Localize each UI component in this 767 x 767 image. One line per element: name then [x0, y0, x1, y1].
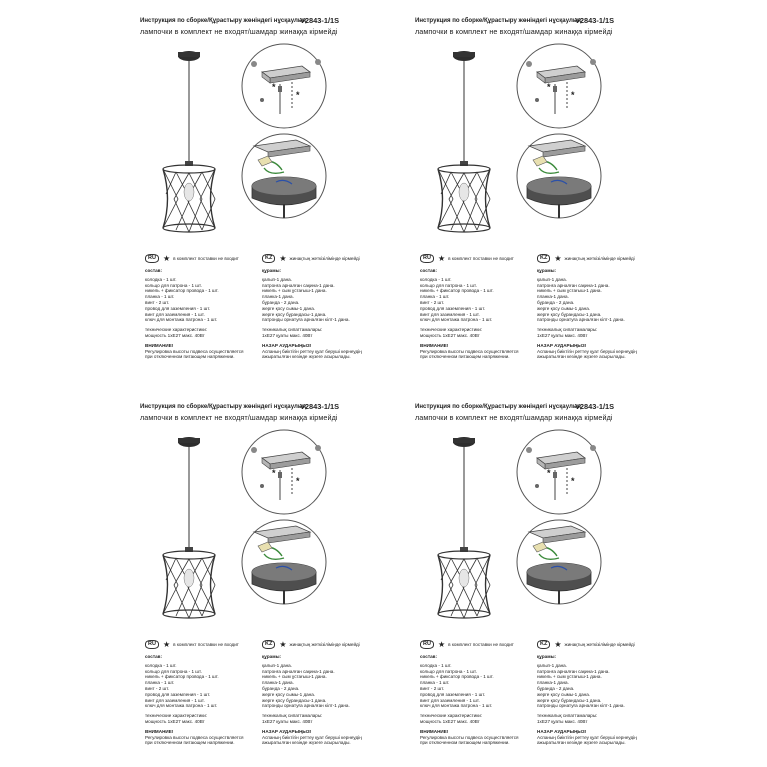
star-icon: ★ [437, 639, 446, 649]
kz-specs-title: техникалық сипаттамалары: [537, 327, 598, 333]
panel-title: Инструкция по сборке/Құрастыру жөніндегі нұсқаулық [415, 403, 582, 410]
kz-contents [262, 654, 402, 746]
ru-specs-title: технические характеристики: [145, 327, 208, 333]
panel-title: Инструкция по сборке/Құрастыру жөніндегі нұсқаулық [140, 403, 307, 410]
ru-heading: состав: [420, 268, 438, 273]
ru-note [145, 254, 239, 263]
star-icon: ★ [437, 253, 446, 263]
star-icon: ★ [279, 639, 287, 649]
ru-specs-title: технические характеристики: [145, 713, 208, 719]
kz-badge: KZ [262, 254, 275, 263]
list-item: ключ для монтажа патрона - 1 шт. [420, 317, 493, 323]
ru-note [145, 640, 239, 649]
panel-subtitle: лампочки в комплект не входят/шамдар жинаққа кірмейді [140, 413, 338, 422]
pendant-lamp-illustration [427, 430, 497, 620]
list-item: бұранда - 2 дана. [537, 685, 575, 691]
list-item: кольцо для патрона - 1 шт. [145, 282, 202, 288]
kz-note [262, 640, 360, 649]
list-item: патронға арналған сақина-1 дана. [537, 282, 610, 288]
ru-warning-title: ВНИМАНИЕ! [420, 728, 449, 734]
kz-note-text: жинақтың жеткізілімінде кірмейді [289, 642, 360, 647]
ru-specs-value: мощность 1xE27 макс. 40Вт [420, 718, 480, 724]
ru-specs-value: мощность 1xE27 макс. 40Вт [145, 718, 205, 724]
star-icon: ★ [554, 639, 562, 649]
ru-badge: RU [145, 254, 159, 263]
list-item: қалып-1 дана. [262, 662, 292, 668]
ru-note [420, 640, 514, 649]
ru-heading: состав: [145, 654, 163, 659]
marker-asterisk: * [272, 82, 276, 92]
ru-note-text: в комплект поставки не входит [448, 642, 514, 647]
list-item: винт для заземления - 1 шт. [420, 311, 480, 317]
ru-warning-title: ВНИМАНИЕ! [145, 728, 174, 734]
kz-specs-value: 1xE27 қуаты макс. 40Вт [537, 718, 588, 724]
panel-title: Инструкция по сборке/Құрастыру жөніндегі нұсқаулық [415, 17, 582, 24]
bracket-detail-illustration [515, 42, 603, 130]
instruction-panel [415, 400, 685, 745]
kz-contents [537, 654, 677, 746]
list-item: ключ для монтажа патрона - 1 шт. [145, 317, 218, 323]
marker-asterisk: * [547, 82, 551, 92]
list-item: бұранда - 2 дана. [262, 685, 300, 691]
list-item: жерге қосу бұрандасы-1 дана. [537, 311, 602, 317]
kz-warning-title: НАЗАР АУДАРЫҢЫЗ! [537, 342, 587, 348]
ru-warning-line: Регулировка высоты подвеса осуществляется [420, 348, 519, 354]
list-item: планка - 1 шт. [145, 294, 175, 300]
pendant-lamp-illustration [427, 44, 497, 234]
model-number: V2843-1/1S [575, 16, 615, 25]
ru-warning-line: Регулировка высоты подвеса осуществляется [420, 734, 519, 740]
kz-warning-line: ажыратылған кезінде жүзеге асырылады. [262, 354, 351, 360]
list-item: винт - 2 шт. [420, 685, 445, 691]
pendant-lamp-illustration [152, 44, 222, 234]
ru-note [420, 254, 514, 263]
ru-specs-title: технические характеристики: [420, 713, 483, 719]
bracket-detail-illustration [240, 42, 328, 130]
list-item: колодка - 1 шт. [145, 662, 177, 668]
ru-note-text: в комплект поставки не входит [448, 256, 514, 261]
model-number: V2843-1/1S [300, 16, 340, 25]
kz-note [262, 254, 360, 263]
list-item: планка - 1 шт. [145, 680, 175, 686]
ru-badge: RU [420, 254, 434, 263]
ru-heading: состав: [145, 268, 163, 273]
list-item: планка-1 дана. [537, 294, 569, 300]
panel-subtitle: лампочки в комплект не входят/шамдар жинаққа кірмейді [140, 27, 338, 36]
list-item: никель + фиксатор провода - 1 шт. [420, 288, 494, 294]
list-item: никель + сым ұстағыш-1 дана. [537, 288, 602, 294]
panel-subtitle: лампочки в комплект не входят/шамдар жинаққа кірмейді [415, 413, 613, 422]
ru-warning-line: при отключенном питающем напряжении. [420, 740, 510, 746]
star-icon: ★ [162, 253, 171, 263]
star-icon: ★ [162, 639, 171, 649]
list-item: патронды орнатуға арналған кілт-1 дана. [262, 703, 350, 709]
marker-asterisk: * [547, 468, 551, 478]
list-item: планка - 1 шт. [420, 680, 450, 686]
kz-warning-line: ажыратылған кезінде жүзеге асырылады. [537, 740, 626, 746]
list-item: кольцо для патрона - 1 шт. [420, 282, 477, 288]
marker-asterisk: * [571, 90, 575, 100]
instruction-panel [140, 14, 410, 359]
list-item: патронды орнатуға арналған кілт-1 дана. [262, 317, 350, 323]
kz-warning-line: ажыратылған кезінде жүзеге асырылады. [537, 354, 626, 360]
panel-subtitle: лампочки в комплект не входят/шамдар жинаққа кірмейді [415, 27, 613, 36]
kz-heading: құрамы: [262, 268, 282, 273]
pendant-lamp-illustration [152, 430, 222, 620]
kz-specs-value: 1xE27 қуаты макс. 40Вт [262, 718, 313, 724]
kz-badge: KZ [537, 640, 550, 649]
list-item: винт для заземления - 1 шт. [420, 697, 480, 703]
list-item: винт - 2 шт. [145, 299, 170, 305]
instruction-panel [415, 14, 685, 359]
list-item: планка-1 дана. [537, 680, 569, 686]
ru-warning-line: при отключенном питающем напряжении. [420, 354, 510, 360]
list-item: патронды орнатуға арналған кілт-1 дана. [537, 317, 625, 323]
list-item: колодка - 1 шт. [420, 662, 452, 668]
marker-asterisk: * [272, 468, 276, 478]
ru-warning-title: ВНИМАНИЕ! [145, 342, 174, 348]
list-item: провод для заземления - 1 шт. [420, 691, 486, 697]
bracket-detail-illustration [515, 428, 603, 516]
star-icon: ★ [554, 253, 562, 263]
list-item: никель + фиксатор провода - 1 шт. [145, 288, 219, 294]
kz-note [537, 640, 635, 649]
ru-specs-value: мощность 1xE27 макс. 40Вт [420, 332, 480, 338]
kz-warning-line: Аспаның биіктігін реттеу қуат беруші кернеудің [262, 348, 362, 354]
list-item: жерге қосу бұрандасы-1 дана. [262, 697, 327, 703]
list-item: қалып-1 дана. [537, 276, 567, 282]
list-item: провод для заземления - 1 шт. [145, 691, 211, 697]
kz-specs-title: техникалық сипаттамалары: [262, 713, 323, 719]
list-item: патронға арналған сақина-1 дана. [262, 282, 335, 288]
kz-warning-line: Аспаның биіктігін реттеу қуат беруші кернеудің [537, 734, 637, 740]
marker-asterisk: * [571, 476, 575, 486]
list-item: қалып-1 дана. [537, 662, 567, 668]
kz-note-text: жинақтың жеткізілімінде кірмейді [564, 642, 635, 647]
kz-warning-line: Аспаның биіктігін реттеу қуат беруші кернеудің [537, 348, 637, 354]
list-item: жерге қосу сымы-1 дана. [537, 691, 591, 697]
ru-contents [145, 268, 257, 360]
list-item: бұранда - 2 дана. [537, 299, 575, 305]
kz-heading: құрамы: [537, 654, 557, 659]
list-item: винт для заземления - 1 шт. [145, 311, 205, 317]
list-item: жерге қосу сымы-1 дана. [537, 305, 591, 311]
list-item: винт - 2 шт. [420, 299, 445, 305]
star-icon: ★ [279, 253, 287, 263]
list-item: жерге қосу сымы-1 дана. [262, 305, 316, 311]
ru-specs-value: мощность 1xE27 макс. 40Вт [145, 332, 205, 338]
list-item: никель + сым ұстағыш-1 дана. [262, 674, 327, 680]
ru-contents [420, 268, 532, 360]
list-item: никель + фиксатор провода - 1 шт. [145, 674, 219, 680]
list-item: никель + сым ұстағыш-1 дана. [537, 674, 602, 680]
kz-badge: KZ [262, 640, 275, 649]
ru-badge: RU [145, 640, 159, 649]
kz-warning-title: НАЗАР АУДАРЫҢЫЗ! [537, 728, 587, 734]
kz-warning-title: НАЗАР АУДАРЫҢЫЗ! [262, 728, 312, 734]
list-item: жерге қосу сымы-1 дана. [262, 691, 316, 697]
ru-contents [420, 654, 532, 746]
ru-warning-line: Регулировка высоты подвеса осуществляется [145, 734, 244, 740]
canopy-wiring-illustration [515, 132, 603, 220]
list-item: патронға арналған сақина-1 дана. [537, 668, 610, 674]
list-item: кольцо для патрона - 1 шт. [420, 668, 477, 674]
kz-note [537, 254, 635, 263]
ru-warning-line: при отключенном питающем напряжении. [145, 354, 235, 360]
kz-note-text: жинақтың жеткізілімінде кірмейді [289, 256, 360, 261]
kz-note-text: жинақтың жеткізілімінде кірмейді [564, 256, 635, 261]
list-item: колодка - 1 шт. [420, 276, 452, 282]
list-item: қалып-1 дана. [262, 276, 292, 282]
list-item: бұранда - 2 дана. [262, 299, 300, 305]
list-item: ключ для монтажа патрона - 1 шт. [420, 703, 493, 709]
kz-heading: құрамы: [537, 268, 557, 273]
list-item: планка-1 дана. [262, 680, 294, 686]
list-item: никель + фиксатор провода - 1 шт. [420, 674, 494, 680]
list-item: жерге қосу бұрандасы-1 дана. [262, 311, 327, 317]
model-number: V2843-1/1S [575, 402, 615, 411]
canopy-wiring-illustration [515, 518, 603, 606]
list-item: никель + сым ұстағыш-1 дана. [262, 288, 327, 294]
ru-warning-title: ВНИМАНИЕ! [420, 342, 449, 348]
kz-contents [537, 268, 677, 360]
kz-heading: құрамы: [262, 654, 282, 659]
ru-note-text: в комплект поставки не входит [173, 642, 239, 647]
list-item: планка - 1 шт. [420, 294, 450, 300]
list-item: патронға арналған сақина-1 дана. [262, 668, 335, 674]
list-item: ключ для монтажа патрона - 1 шт. [145, 703, 218, 709]
panel-title: Инструкция по сборке/Құрастыру жөніндегі нұсқаулық [140, 17, 307, 24]
bracket-detail-illustration [240, 428, 328, 516]
kz-warning-line: ажыратылған кезінде жүзеге асырылады. [262, 740, 351, 746]
list-item: провод для заземления - 1 шт. [420, 305, 486, 311]
list-item: жерге қосу бұрандасы-1 дана. [537, 697, 602, 703]
ru-specs-title: технические характеристики: [420, 327, 483, 333]
kz-specs-title: техникалық сипаттамалары: [262, 327, 323, 333]
list-item: колодка - 1 шт. [145, 276, 177, 282]
ru-warning-line: при отключенном питающем напряжении. [145, 740, 235, 746]
list-item: планка-1 дана. [262, 294, 294, 300]
instruction-panel [140, 400, 410, 745]
kz-badge: KZ [537, 254, 550, 263]
kz-specs-value: 1xE27 қуаты макс. 40Вт [537, 332, 588, 338]
model-number: V2843-1/1S [300, 402, 340, 411]
kz-warning-title: НАЗАР АУДАРЫҢЫЗ! [262, 342, 312, 348]
canopy-wiring-illustration [240, 518, 328, 606]
list-item: провод для заземления - 1 шт. [145, 305, 211, 311]
kz-contents [262, 268, 402, 360]
kz-warning-line: Аспаның биіктігін реттеу қуат беруші кернеудің [262, 734, 362, 740]
canopy-wiring-illustration [240, 132, 328, 220]
ru-heading: состав: [420, 654, 438, 659]
marker-asterisk: * [296, 90, 300, 100]
kz-specs-value: 1xE27 қуаты макс. 40Вт [262, 332, 313, 338]
kz-specs-title: техникалық сипаттамалары: [537, 713, 598, 719]
list-item: винт - 2 шт. [145, 685, 170, 691]
list-item: патронды орнатуға арналған кілт-1 дана. [537, 703, 625, 709]
list-item: кольцо для патрона - 1 шт. [145, 668, 202, 674]
list-item: винт для заземления - 1 шт. [145, 697, 205, 703]
ru-note-text: в комплект поставки не входит [173, 256, 239, 261]
ru-contents [145, 654, 257, 746]
marker-asterisk: * [296, 476, 300, 486]
ru-warning-line: Регулировка высоты подвеса осуществляется [145, 348, 244, 354]
ru-badge: RU [420, 640, 434, 649]
